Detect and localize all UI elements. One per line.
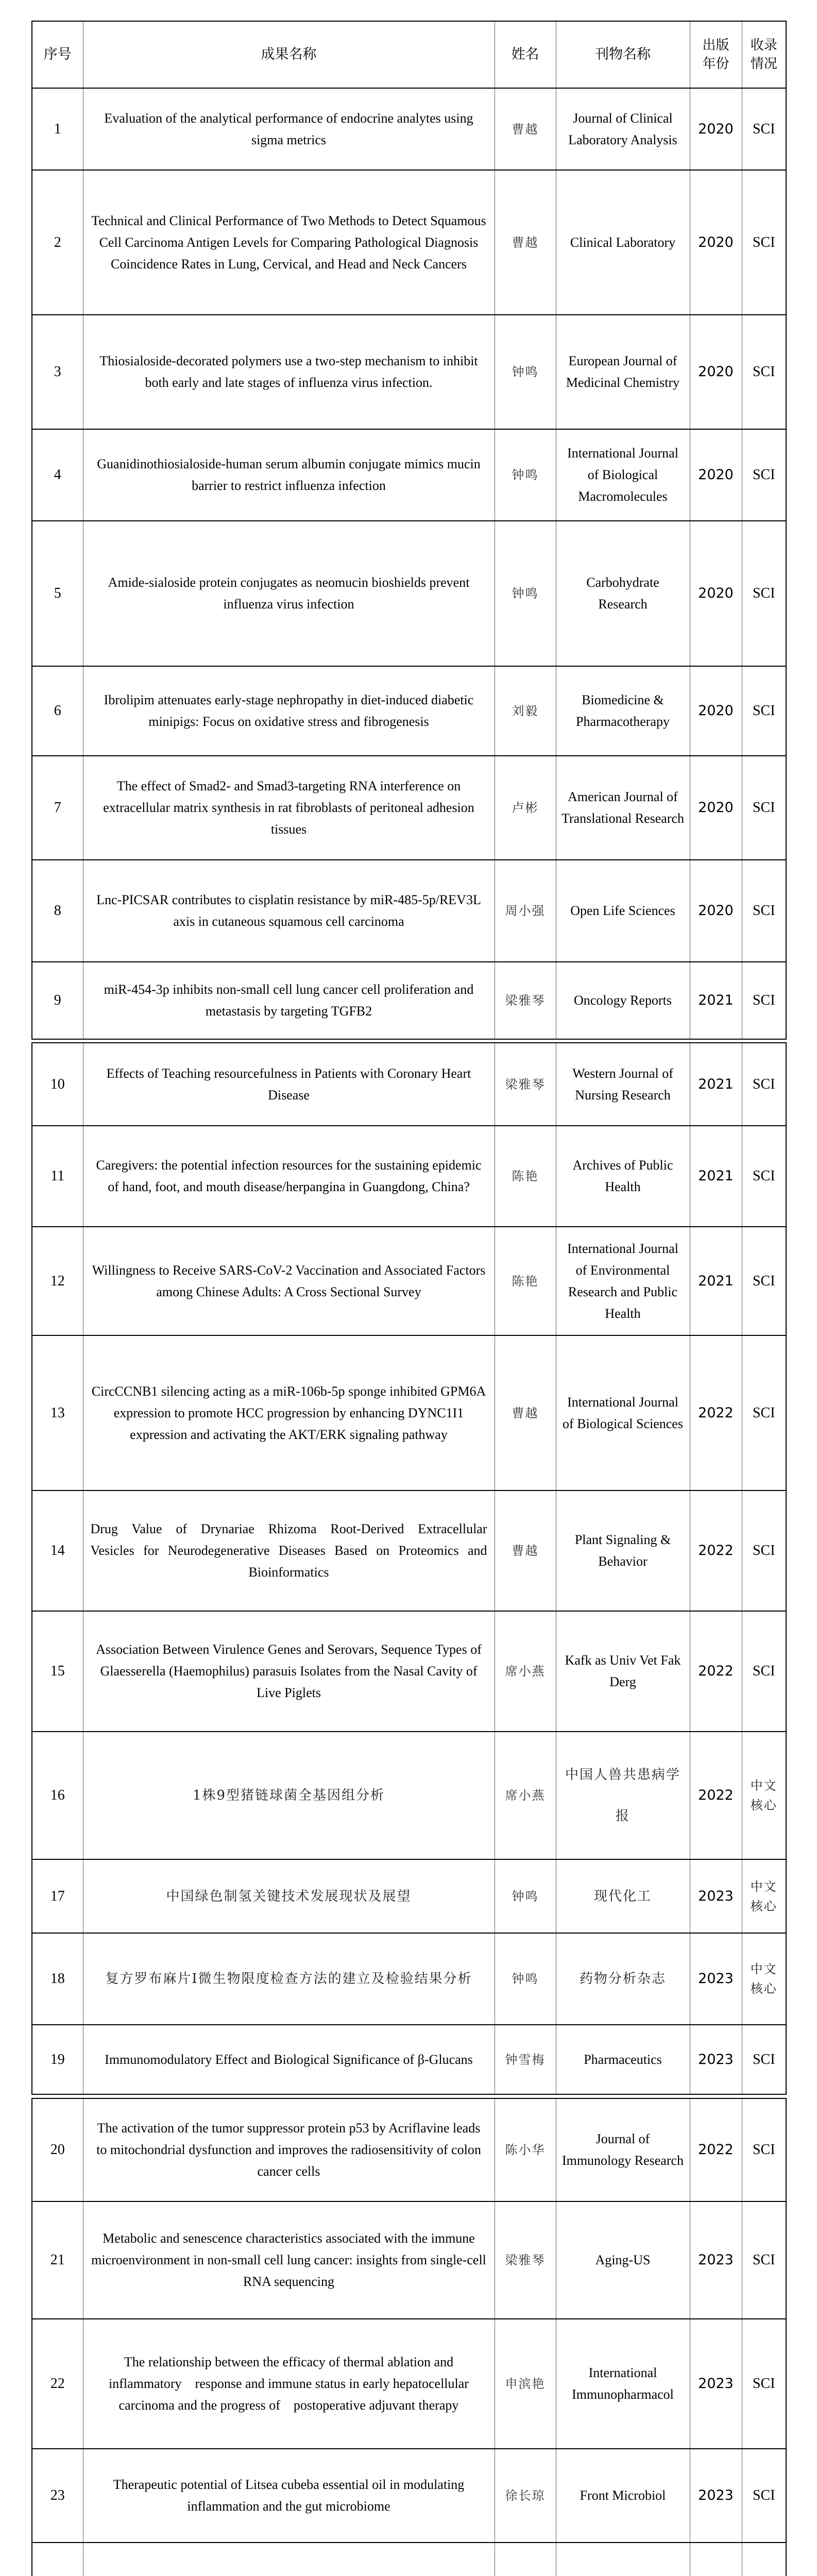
author-name: 曹越 bbox=[512, 122, 539, 137]
journal-name: 药物分析杂志 bbox=[556, 1933, 690, 2025]
indexing-status: SCI bbox=[742, 315, 786, 429]
table-row bbox=[32, 2098, 786, 2201]
row-number: 16 bbox=[32, 1732, 83, 1859]
author-cell bbox=[495, 2098, 556, 2201]
row-number: 21 bbox=[32, 2201, 83, 2319]
row-number: 17 bbox=[32, 1859, 83, 1933]
journal-name: 中国人兽共患病学报 bbox=[556, 1732, 690, 1859]
row-number: 1 bbox=[32, 88, 83, 170]
publication-year: 2023 bbox=[690, 1859, 742, 1933]
author-name: 陈艳 bbox=[512, 1169, 539, 1183]
indexing-status: SCI bbox=[742, 2025, 786, 2094]
author-cell bbox=[495, 1335, 556, 1490]
publication-year: 2021 bbox=[690, 1043, 742, 1126]
row-number: 9 bbox=[32, 962, 83, 1039]
table-row bbox=[32, 666, 786, 756]
table-row bbox=[32, 1933, 786, 2025]
publication-year: 2021 bbox=[690, 1227, 742, 1335]
achievement-title: 1株9型猪链球菌全基因组分析 bbox=[83, 1732, 495, 1859]
table-row bbox=[32, 1611, 786, 1732]
row-number: 20 bbox=[32, 2098, 83, 2201]
indexing-status: 中文核心 bbox=[742, 1859, 786, 1933]
journal-name: Clinical Laboratory bbox=[556, 170, 690, 315]
author-cell bbox=[495, 756, 556, 860]
journal-name: International Journal of Biological Macromolecules bbox=[556, 429, 690, 521]
indexing-status bbox=[742, 2543, 786, 2576]
author-name: 钟雪梅 bbox=[505, 2052, 546, 2067]
table-row bbox=[32, 88, 786, 170]
publication-year: 2023 bbox=[690, 2201, 742, 2319]
header-indexed-line-1: 收录 bbox=[750, 38, 777, 53]
author-cell bbox=[495, 1611, 556, 1732]
indexing-status: SCI bbox=[742, 88, 786, 170]
table-row bbox=[32, 315, 786, 429]
author-cell bbox=[495, 1490, 556, 1611]
author-cell bbox=[495, 860, 556, 962]
author-name: 卢彬 bbox=[512, 801, 539, 815]
author-cell bbox=[495, 666, 556, 756]
publication-year: 2020 bbox=[690, 521, 742, 666]
table-row bbox=[32, 2319, 786, 2449]
author-name: 申滨艳 bbox=[505, 2377, 546, 2391]
journal-name: Oncology Reports bbox=[556, 962, 690, 1039]
author-cell bbox=[495, 2543, 556, 2576]
journal-name: Plant Signaling & Behavior bbox=[556, 1490, 690, 1611]
row-number: 7 bbox=[32, 756, 83, 860]
achievement-title: The effect of Smad2- and Smad3-targeting RNA interference on extracellular matrix synthesis in rat fibroblasts of peritoneal adhesion tissues bbox=[83, 756, 495, 860]
achievement-title: The activation of the tumor suppressor protein p53 by Acriflavine leads to mitochondrial dysfunction and improves the radiosensitivity of colon cancer cells bbox=[83, 2098, 495, 2201]
row-number: 18 bbox=[32, 1933, 83, 2025]
publication-year: 2022 bbox=[690, 1335, 742, 1490]
header-journal: 刊物名称 bbox=[556, 21, 690, 88]
publication-year: 2023 bbox=[690, 1933, 742, 2025]
journal-name: 现代化工 bbox=[556, 1859, 690, 1933]
table-row bbox=[32, 170, 786, 315]
indexing-status: 中文核心 bbox=[742, 1933, 786, 2025]
indexing-status: SCI bbox=[742, 2201, 786, 2319]
journal-name: European Journal of Medicinal Chemistry bbox=[556, 315, 690, 429]
author-name: 梁雅琴 bbox=[505, 2253, 546, 2267]
achievement-title: Amide-sialoside protein conjugates as neomucin bioshields prevent influenza virus infection bbox=[83, 521, 495, 666]
header-indexed bbox=[742, 21, 786, 88]
header-year bbox=[690, 21, 742, 88]
indexing-status: SCI bbox=[742, 429, 786, 521]
row-number: 11 bbox=[32, 1126, 83, 1227]
indexing-status: SCI bbox=[742, 1043, 786, 1126]
author-cell bbox=[495, 429, 556, 521]
row-number: 5 bbox=[32, 521, 83, 666]
author-name: 陈艳 bbox=[512, 1274, 539, 1289]
author-name: 刘毅 bbox=[512, 704, 539, 718]
author-cell bbox=[495, 1933, 556, 2025]
indexing-status: SCI bbox=[742, 2098, 786, 2201]
row-number: 6 bbox=[32, 666, 83, 756]
author-cell bbox=[495, 1859, 556, 1933]
author-cell bbox=[495, 1732, 556, 1859]
header-indexed-line-2: 情况 bbox=[750, 56, 777, 72]
publication-year: 2020 bbox=[690, 170, 742, 315]
author-name: 钟鸣 bbox=[512, 1972, 539, 1986]
indexing-status: SCI bbox=[742, 1335, 786, 1490]
publication-year: 2021 bbox=[690, 962, 742, 1039]
achievements-table-part-2 bbox=[31, 1042, 787, 2095]
publication-year: 2023 bbox=[690, 2025, 742, 2094]
author-cell bbox=[495, 88, 556, 170]
indexing-status: SCI bbox=[742, 666, 786, 756]
row-number: 23 bbox=[32, 2449, 83, 2543]
achievement-title: Thiosialoside-decorated polymers use a two-step mechanism to inhibit both early and late stages of influenza virus infection. bbox=[83, 315, 495, 429]
achievement-title: Evaluation of the analytical performance of endocrine analytes using sigma metrics bbox=[83, 88, 495, 170]
row-number: 22 bbox=[32, 2319, 83, 2449]
journal-name: International Journal of Biological Sciences bbox=[556, 1335, 690, 1490]
achievement-title: Association Between Virulence Genes and Serovars, Sequence Types of Glaesserella (Haemophilus) parasuis Isolates from the Nasal Cavity of Live Piglets bbox=[83, 1611, 495, 1732]
publication-year: 2020 bbox=[690, 860, 742, 962]
table-row bbox=[32, 2201, 786, 2319]
author-cell bbox=[495, 1227, 556, 1335]
author-cell bbox=[495, 1043, 556, 1126]
author-name: 席小燕 bbox=[505, 1664, 546, 1679]
publication-year: 2022 bbox=[690, 2098, 742, 2201]
table-row bbox=[32, 521, 786, 666]
achievement-title: Ibrolipim attenuates early-stage nephropathy in diet-induced diabetic minipigs: Focus on oxidative stress and fibrogenesis bbox=[83, 666, 495, 756]
achievement-title: miR-454-3p inhibits non-small cell lung cancer cell proliferation and metastasis by targeting TGFB2 bbox=[83, 962, 495, 1039]
table-row bbox=[32, 1227, 786, 1335]
journal-name: Journal of Immunology Research bbox=[556, 2098, 690, 2201]
indexing-status: 中文核心 bbox=[742, 1732, 786, 1859]
achievement-title: CircCCNB1 silencing acting as a miR-106b-5p sponge inhibited GPM6A expression to promote HCC progression by enhancing DYNC1I1 expression and activating the AKT/ERK signaling pathway bbox=[83, 1335, 495, 1490]
achievement-title: Effects of Teaching resourcefulness in Patients with Coronary Heart Disease bbox=[83, 1043, 495, 1126]
publication-year: 2022 bbox=[690, 1611, 742, 1732]
author-name: 梁雅琴 bbox=[505, 993, 546, 1008]
publication-year bbox=[690, 2543, 742, 2576]
journal-name: Archives of Public Health bbox=[556, 1126, 690, 1227]
journal-name: Open Life Sciences bbox=[556, 860, 690, 962]
journal-name: American Journal of Translational Research bbox=[556, 756, 690, 860]
indexing-status: SCI bbox=[742, 1611, 786, 1732]
author-name: 钟鸣 bbox=[512, 365, 539, 379]
row-number: 15 bbox=[32, 1611, 83, 1732]
table-row bbox=[32, 1043, 786, 1126]
table-row bbox=[32, 429, 786, 521]
author-name: 钟鸣 bbox=[512, 468, 539, 482]
table-row bbox=[32, 2025, 786, 2094]
achievement-title: Willingness to Receive SARS-CoV-2 Vaccination and Associated Factors among Chinese Adults: A Cross Sectional Survey bbox=[83, 1227, 495, 1335]
author-cell bbox=[495, 315, 556, 429]
journal-name bbox=[556, 2543, 690, 2576]
achievement-title: Immunomodulatory Effect and Biological Significance of β-Glucans bbox=[83, 2025, 495, 2094]
indexing-status: SCI bbox=[742, 2319, 786, 2449]
indexing-status: SCI bbox=[742, 1227, 786, 1335]
indexing-status: SCI bbox=[742, 1490, 786, 1611]
indexing-status: SCI bbox=[742, 521, 786, 666]
achievement-title: 复方罗布麻片Ⅰ微生物限度检查方法的建立及检验结果分析 bbox=[83, 1933, 495, 2025]
table-row bbox=[32, 2449, 786, 2543]
table-row bbox=[32, 2543, 786, 2576]
author-name: 曹越 bbox=[512, 1544, 539, 1558]
publication-year: 2021 bbox=[690, 1126, 742, 1227]
row-number: 14 bbox=[32, 1490, 83, 1611]
table-row bbox=[32, 962, 786, 1039]
row-number: 8 bbox=[32, 860, 83, 962]
row-number bbox=[32, 2543, 83, 2576]
achievements-table-part-1 bbox=[31, 21, 787, 1040]
author-cell bbox=[495, 962, 556, 1039]
publication-year: 2023 bbox=[690, 2319, 742, 2449]
achievement-title: 中国绿色制氢关键技术发展现状及展望 bbox=[83, 1859, 495, 1933]
journal-name: Front Microbiol bbox=[556, 2449, 690, 2543]
row-number: 19 bbox=[32, 2025, 83, 2094]
table-row bbox=[32, 756, 786, 860]
author-name: 钟鸣 bbox=[512, 1889, 539, 1904]
achievement-title: Drug Value of Drynariae Rhizoma Root-Derived Extracellular Vesicles for Neurodegenerative Diseases Based on Proteomics and Bioinformatics bbox=[83, 1490, 495, 1611]
table-row bbox=[32, 860, 786, 962]
achievement-title: Guanidinothiosialoside-human serum albumin conjugate mimics mucin barrier to restrict influenza infection bbox=[83, 429, 495, 521]
publication-year: 2022 bbox=[690, 1732, 742, 1859]
table-row bbox=[32, 1335, 786, 1490]
achievement-title: Therapeutic potential of Litsea cubeba essential oil in modulating inflammation and the gut microbiome bbox=[83, 2449, 495, 2543]
author-cell bbox=[495, 170, 556, 315]
header-title: 成果名称 bbox=[83, 21, 495, 88]
table-row bbox=[32, 1732, 786, 1859]
indexing-status: SCI bbox=[742, 170, 786, 315]
journal-name: Kafk as Univ Vet Fak Derg bbox=[556, 1611, 690, 1732]
indexing-status: SCI bbox=[742, 1126, 786, 1227]
indexing-status: SCI bbox=[742, 860, 786, 962]
row-number: 3 bbox=[32, 315, 83, 429]
journal-name: Western Journal of Nursing Research bbox=[556, 1043, 690, 1126]
author-cell bbox=[495, 2319, 556, 2449]
table-row bbox=[32, 1490, 786, 1611]
indexing-status: SCI bbox=[742, 756, 786, 860]
author-cell bbox=[495, 521, 556, 666]
author-cell bbox=[495, 2025, 556, 2094]
achievement-title: Metabolic and senescence characteristics associated with the immune microenvironment in non-small cell lung cancer: insights from single-cell RNA sequencing bbox=[83, 2201, 495, 2319]
author-cell bbox=[495, 2449, 556, 2543]
table-row bbox=[32, 1859, 786, 1933]
author-name: 曹越 bbox=[512, 1405, 539, 1420]
journal-name: International Immunopharmacol bbox=[556, 2319, 690, 2449]
author-cell bbox=[495, 1126, 556, 1227]
author-name: 钟鸣 bbox=[512, 586, 539, 601]
achievement-title: Caregivers: the potential infection resources for the sustaining epidemic of hand, foot, and mouth disease/herpangina in Guangdong, China? bbox=[83, 1126, 495, 1227]
author-name: 周小强 bbox=[505, 904, 546, 918]
indexing-status: SCI bbox=[742, 962, 786, 1039]
table-header-row bbox=[32, 21, 786, 88]
achievement-title bbox=[83, 2543, 495, 2576]
row-number: 13 bbox=[32, 1335, 83, 1490]
author-name: 曹越 bbox=[512, 235, 539, 250]
header-year-line-1: 出版 bbox=[702, 38, 729, 53]
achievement-title: Lnc-PICSAR contributes to cisplatin resistance by miR-485-5p/REV3L axis in cutaneous squamous cell carcinoma bbox=[83, 860, 495, 962]
author-name: 梁雅琴 bbox=[505, 1077, 546, 1092]
row-number: 4 bbox=[32, 429, 83, 521]
publication-year: 2023 bbox=[690, 2449, 742, 2543]
journal-name: Carbohydrate Research bbox=[556, 521, 690, 666]
publication-year: 2020 bbox=[690, 429, 742, 521]
achievements-table-part-3 bbox=[31, 2098, 787, 2576]
author-name: 陈小华 bbox=[505, 2143, 546, 2157]
publication-year: 2020 bbox=[690, 315, 742, 429]
header-no: 序号 bbox=[32, 21, 83, 88]
table-row bbox=[32, 1126, 786, 1227]
publication-year: 2020 bbox=[690, 88, 742, 170]
publication-year: 2022 bbox=[690, 1490, 742, 1611]
journal-name: International Journal of Environmental Research and Public Health bbox=[556, 1227, 690, 1335]
row-number: 2 bbox=[32, 170, 83, 315]
row-number: 10 bbox=[32, 1043, 83, 1126]
row-number: 12 bbox=[32, 1227, 83, 1335]
author-name: 席小燕 bbox=[505, 1788, 546, 1803]
journal-name: Aging-US bbox=[556, 2201, 690, 2319]
publication-year: 2020 bbox=[690, 756, 742, 860]
journal-name: Pharmaceutics bbox=[556, 2025, 690, 2094]
journal-name: Journal of Clinical Laboratory Analysis bbox=[556, 88, 690, 170]
author-cell bbox=[495, 2201, 556, 2319]
author-name: 徐长琼 bbox=[505, 2488, 546, 2503]
journal-name: Biomedicine & Pharmacotherapy bbox=[556, 666, 690, 756]
header-name: 姓名 bbox=[495, 21, 556, 88]
achievement-title: The relationship between the efficacy of thermal ablation and inflammatory response and immune status in early hepatocellular carcinoma and the progress of postoperative adjuvant therapy bbox=[83, 2319, 495, 2449]
publication-year: 2020 bbox=[690, 666, 742, 756]
indexing-status: SCI bbox=[742, 2449, 786, 2543]
achievement-title: Technical and Clinical Performance of Two Methods to Detect Squamous Cell Carcinoma Antigen Levels for Comparing Pathological Diagnosis Coincidence Rates in Lung, Cervical, and Head and Neck Cancers bbox=[83, 170, 495, 315]
header-year-line-2: 年份 bbox=[702, 56, 729, 72]
